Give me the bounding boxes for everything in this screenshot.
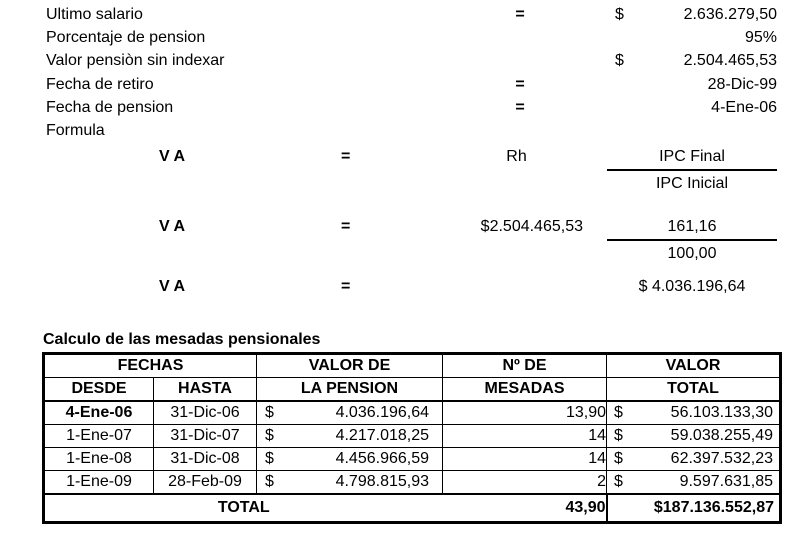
info-value: 2.636.279,50 xyxy=(683,6,777,23)
cell-total xyxy=(607,471,781,495)
currency-sign: $ xyxy=(265,473,274,490)
formula-fraction xyxy=(607,218,777,263)
info-label: Fecha de pension xyxy=(46,99,174,116)
info-label: Fecha de retiro xyxy=(46,76,154,93)
info-value: 4-Ene-06 xyxy=(711,99,777,116)
table-header-row-2 xyxy=(44,378,781,402)
currency-sign: $ xyxy=(614,450,623,467)
cell-hasta: 31-Dic-08 xyxy=(154,448,257,471)
info-row-porcentaje xyxy=(0,29,797,49)
info-value: 28-Dic-99 xyxy=(707,76,777,93)
table-row xyxy=(44,425,781,448)
header-la-pension: LA PENSION xyxy=(257,378,443,402)
table-total-row xyxy=(44,494,781,523)
formula-lhs: V A xyxy=(159,148,186,165)
table-row xyxy=(44,401,781,425)
total-amount: 59.038.255,49 xyxy=(670,427,773,444)
table-header-row-1 xyxy=(44,354,781,378)
info-label: Porcentaje de pension xyxy=(46,29,206,46)
info-row-fecha-pension xyxy=(0,99,797,119)
cell-hasta: 28-Feb-09 xyxy=(154,471,257,495)
table-row xyxy=(44,448,781,471)
formula-fraction xyxy=(607,148,777,193)
currency-sign: $ xyxy=(614,473,623,490)
fraction-denominator: 100,00 xyxy=(667,245,717,262)
pension-amount: 4.036.196,64 xyxy=(335,404,429,421)
formula-term: Rh xyxy=(506,148,527,165)
equals-sign: = xyxy=(341,278,351,295)
header-hasta: HASTA xyxy=(154,378,257,402)
fraction-numerator: IPC Final xyxy=(607,148,777,171)
info-label: Formula xyxy=(46,122,105,139)
cell-mesadas: 14 xyxy=(443,448,607,471)
currency-sign: $ xyxy=(615,52,624,69)
pension-amount: 4.217.018,25 xyxy=(335,427,429,444)
cell-total xyxy=(607,425,781,448)
cell-hasta: 31-Dic-06 xyxy=(154,401,257,425)
equals-sign: = xyxy=(341,148,351,165)
equals-sign: = xyxy=(341,218,351,235)
equals-sign: = xyxy=(515,6,525,23)
total-amount: 56.103.133,30 xyxy=(670,404,773,421)
cell-desde: 4-Ene-06 xyxy=(44,401,154,425)
cell-pension xyxy=(257,448,443,471)
cell-pension xyxy=(257,425,443,448)
currency-sign: $ xyxy=(265,427,274,444)
cell-desde: 1-Ene-09 xyxy=(44,471,154,495)
mesadas-table xyxy=(42,352,782,524)
header-mesadas: MESADAS xyxy=(443,378,607,402)
table-row xyxy=(44,471,781,495)
grand-total: $187.136.552,87 xyxy=(607,494,781,523)
pension-amount: 4.798.815,93 xyxy=(335,473,429,490)
total-mesadas: 43,90 xyxy=(443,494,607,523)
cell-pension xyxy=(257,471,443,495)
cell-total xyxy=(607,448,781,471)
cell-hasta: 31-Dic-07 xyxy=(154,425,257,448)
fraction-denominator: IPC Inicial xyxy=(655,175,729,192)
fraction-numerator: 161,16 xyxy=(607,218,777,241)
formula-lhs: V A xyxy=(159,278,186,295)
cell-desde: 1-Ene-08 xyxy=(44,448,154,471)
currency-sign: $ xyxy=(614,404,623,421)
equals-sign: = xyxy=(515,76,525,93)
pension-amount: 4.456.966,59 xyxy=(335,450,429,467)
cell-mesadas: 13,90 xyxy=(443,401,607,425)
currency-sign: $ xyxy=(614,427,623,444)
cell-mesadas: 2 xyxy=(443,471,607,495)
info-row-formula xyxy=(0,122,797,142)
cell-total xyxy=(607,401,781,425)
header-fechas: FECHAS xyxy=(44,354,257,378)
header-desde: DESDE xyxy=(44,378,154,402)
table-title: Calculo de las mesadas pensionales xyxy=(43,331,321,348)
info-row-ultimo-salario xyxy=(0,6,797,26)
formula-lhs: V A xyxy=(159,218,186,235)
formula-term: $2.504.465,53 xyxy=(480,218,583,235)
currency-sign: $ xyxy=(265,450,274,467)
info-label: Ultimo salario xyxy=(46,6,143,23)
header-no-de: Nº DE xyxy=(443,354,607,378)
info-value: 2.504.465,53 xyxy=(683,52,777,69)
total-amount: 9.597.631,85 xyxy=(679,473,773,490)
total-label: TOTAL xyxy=(44,494,443,523)
equals-sign: = xyxy=(515,99,525,116)
currency-sign: $ xyxy=(265,404,274,421)
info-row-fecha-retiro xyxy=(0,76,797,96)
cell-mesadas: 14 xyxy=(443,425,607,448)
cell-desde: 1-Ene-07 xyxy=(44,425,154,448)
info-value: 95% xyxy=(744,29,777,46)
cell-pension xyxy=(257,401,443,425)
formula-result: $ 4.036.196,64 xyxy=(638,278,746,295)
info-label: Valor pensiòn sin indexar xyxy=(46,52,225,69)
header-valor: VALOR xyxy=(607,354,781,378)
currency-sign: $ xyxy=(615,6,624,23)
header-total: TOTAL xyxy=(607,378,781,402)
info-row-valor-pension xyxy=(0,52,797,72)
header-valor-de: VALOR DE xyxy=(257,354,443,378)
total-amount: 62.397.532,23 xyxy=(670,450,773,467)
